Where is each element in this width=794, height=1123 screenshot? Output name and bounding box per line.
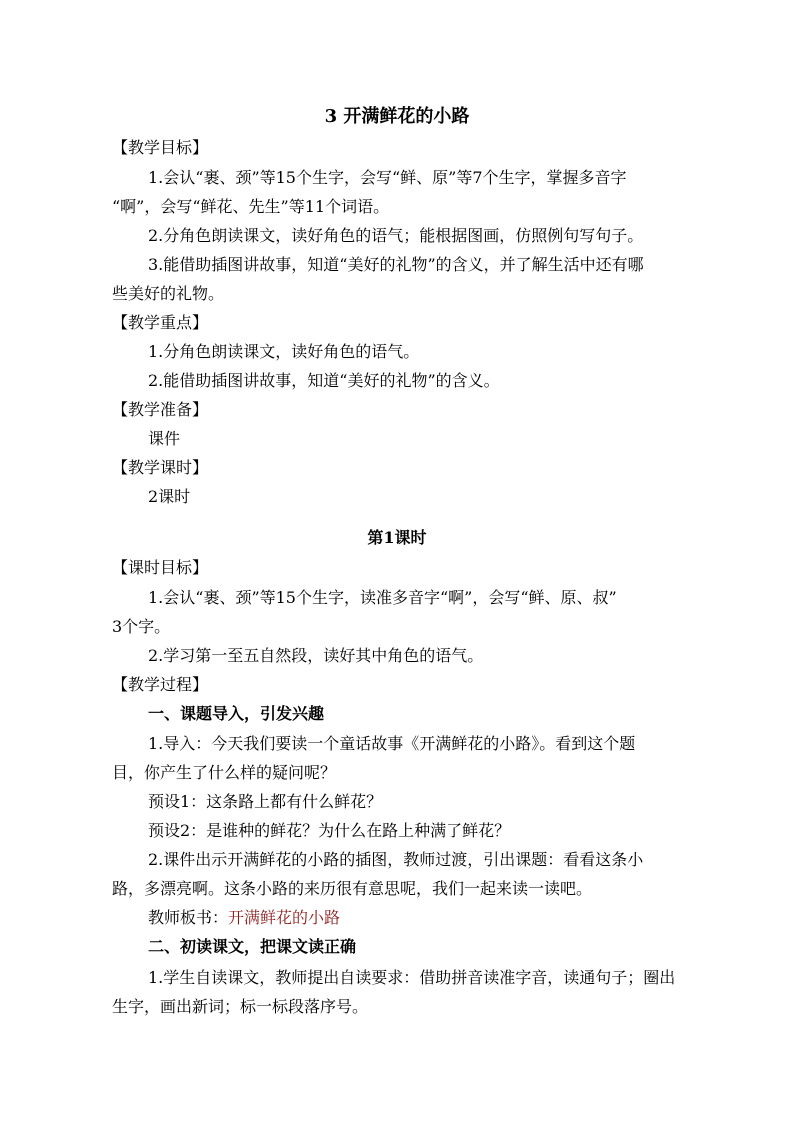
lesson-goal-2: 2.学习第一至五自然段，读好其中角色的语气。 bbox=[148, 646, 484, 665]
lesson-goal-1-line-2: 3个字。 bbox=[112, 617, 171, 636]
goal-1-line-2: “啊”，会写“鲜花、先生”等11个词语。 bbox=[112, 197, 390, 216]
goal-2: 2.分角色朗读课文，读好角色的语气；能根据图画，仿照例句写句子。 bbox=[148, 226, 644, 245]
key-point-1: 1.分角色朗读课文，读好角色的语气。 bbox=[148, 342, 420, 361]
step-2-para-1-line-2: 生字，画出新词；标一标段落序号。 bbox=[112, 997, 369, 1016]
step-1-para-2-line-2: 路，多漂亮啊。这条小路的来历很有意思呢，我们一起来读一读吧。 bbox=[112, 879, 593, 898]
board-writing bbox=[148, 908, 340, 928]
hours-text: 2课时 bbox=[148, 487, 191, 506]
goal-3-line-2: 些美好的礼物。 bbox=[112, 284, 225, 303]
goal-3-line-1: 3.能借助插图讲故事，知道“美好的礼物”的含义，并了解生活中还有哪 bbox=[148, 255, 644, 274]
key-point-2: 2.能借助插图讲故事，知道“美好的礼物”的含义。 bbox=[148, 371, 500, 390]
section-heading-goals: 【教学目标】 bbox=[112, 138, 209, 157]
step-1-heading: 一、课题导入，引发兴趣 bbox=[148, 704, 325, 723]
goal-1-line-1: 1.会认“裹、颈”等15个生字，会写“鲜、原”等7个生字，掌握多音字 bbox=[148, 168, 627, 187]
lesson-title: 第1课时 bbox=[367, 528, 427, 547]
preparation-text: 课件 bbox=[148, 429, 181, 448]
step-1-para-2-line-1: 2.课件出示开满鲜花的小路的插图，教师过渡，引出课题：看看这条小 bbox=[148, 850, 644, 869]
step-1-para-1-line-2: 目，你产生了什么样的疑问呢？ bbox=[112, 763, 337, 782]
board-writing-label: 教师板书： bbox=[148, 908, 229, 927]
preset-2: 预设2：是谁种的鲜花？为什么在路上种满了鲜花？ bbox=[148, 821, 511, 840]
page-title: 3 开满鲜花的小路 bbox=[324, 106, 470, 127]
board-writing-text: 开满鲜花的小路 bbox=[228, 908, 341, 927]
step-2-heading: 二、初读课文，把课文读正确 bbox=[148, 937, 357, 956]
section-heading-lesson-goals: 【课时目标】 bbox=[112, 558, 209, 577]
section-heading-preparation: 【教学准备】 bbox=[112, 400, 209, 419]
lesson-goal-1-line-1: 1.会认“裹、颈”等15个生字，读准多音字“啊”，会写“鲜、原、叔” bbox=[148, 588, 617, 607]
section-heading-key-points: 【教学重点】 bbox=[112, 313, 209, 332]
step-1-para-1-line-1: 1.导入：今天我们要读一个童话故事《开满鲜花的小路》。看到这个题 bbox=[148, 734, 636, 753]
step-2-para-1-line-1: 1.学生自读课文，教师提出自读要求：借助拼音读准字音，读通句子；圈出 bbox=[148, 968, 676, 987]
preset-1: 预设1：这条路上都有什么鲜花？ bbox=[148, 792, 383, 811]
section-heading-process: 【教学过程】 bbox=[112, 675, 209, 694]
section-heading-hours: 【教学课时】 bbox=[112, 458, 209, 477]
